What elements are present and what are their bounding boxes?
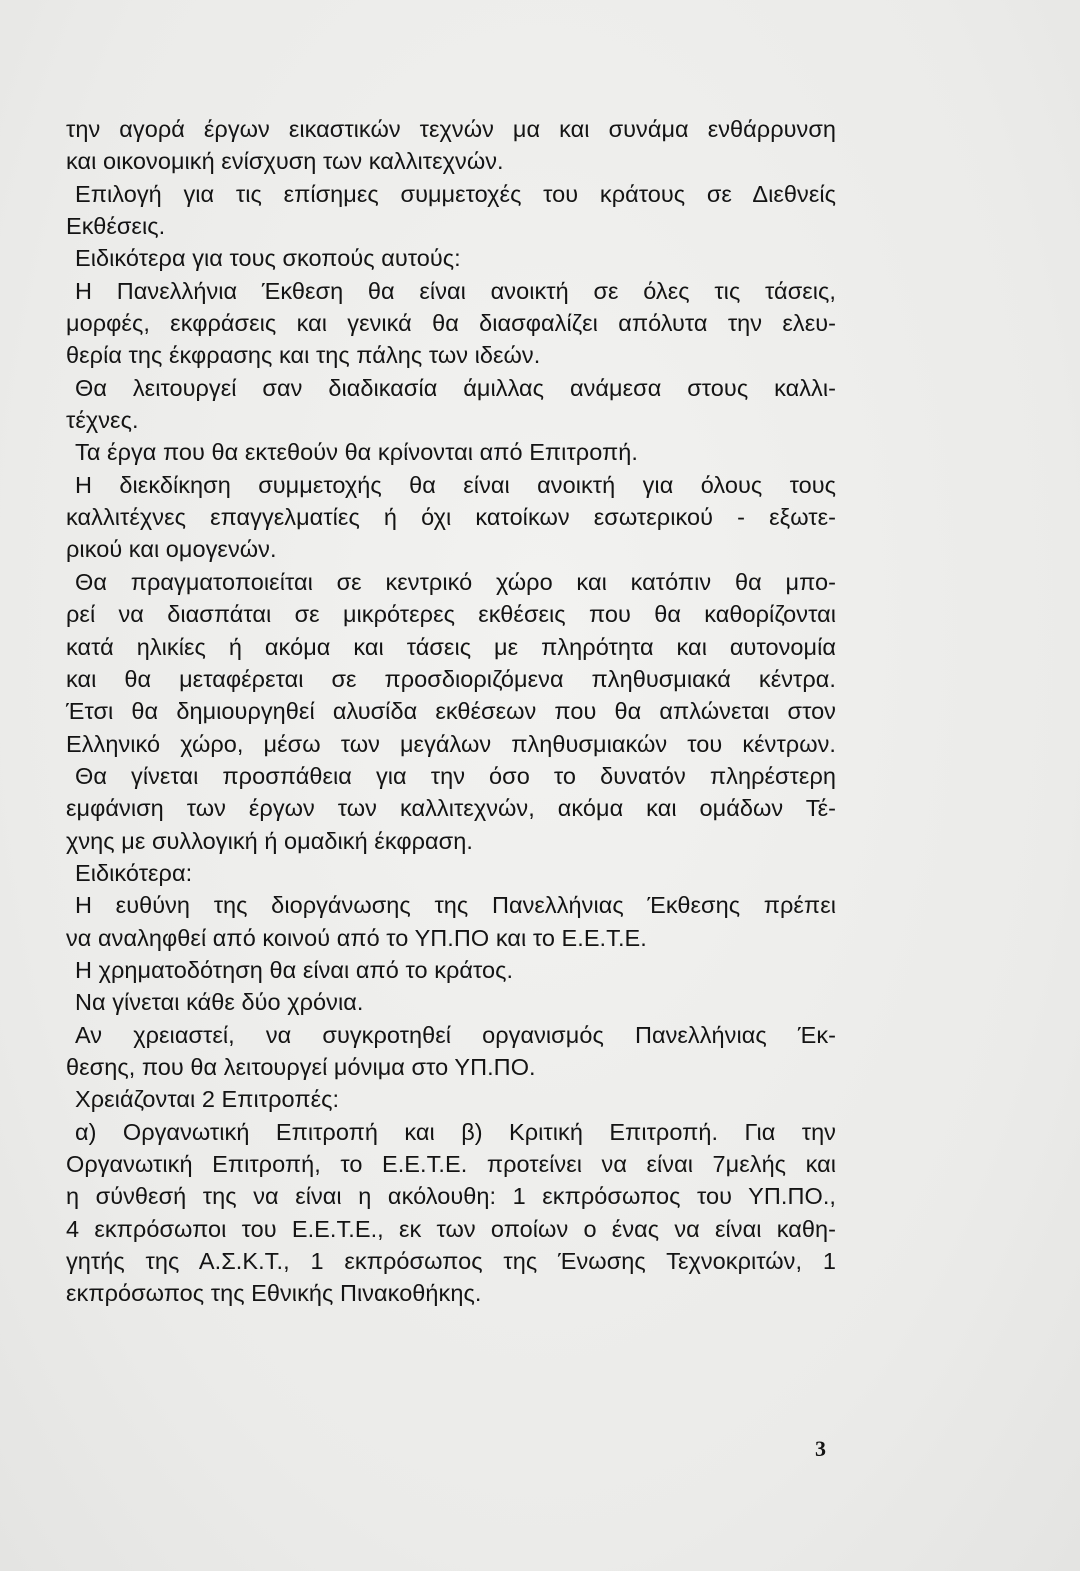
text-line: α) Οργανωτική Επιτροπή και β) Κριτική Επιτροπή. Για την	[75, 1118, 836, 1145]
text-line: θερία της έκφρασης και της πάλης των ιδεών.	[66, 342, 541, 369]
text-line: Η ευθύνη της διοργάνωσης της Πανελλήνιας Έκθεσης πρέπει	[75, 892, 836, 919]
text-line: Θα γίνεται προσπάθεια για την όσο το δυνατόν πληρέστερη	[75, 762, 836, 789]
text-line: Έτσι θα δημιουργηθεί αλυσίδα εκθέσεων που θα απλώνεται στον	[66, 698, 836, 725]
text-line: Η διεκδίκηση συμμετοχής θα είναι ανοικτή για όλους τους	[75, 471, 836, 498]
text-line: η σύνθεσή της να είναι η ακόλουθη: 1 εκπρόσωπος του ΥΠ.ΠΟ.,	[66, 1183, 836, 1210]
text-line: Ελληνικό χώρο, μέσω των μεγάλων πληθυσμιακών του κέντρων.	[66, 730, 836, 757]
text-line: Εκθέσεις.	[66, 213, 166, 240]
text-line: Τα έργα που θα εκτεθούν θα κρίνονται από Επιτροπή.	[75, 439, 638, 466]
text-line: Αν χρειαστεί, να συγκροτηθεί οργανισμός Πανελλήνιας Έκ-	[75, 1021, 836, 1048]
text-line: να αναληφθεί από κοινού από το ΥΠ.ΠΟ και το Ε.Ε.Τ.Ε.	[66, 924, 647, 951]
text-line: χνης με συλλογική ή ομαδική έκφραση.	[66, 827, 473, 854]
text-line: γητής της Α.Σ.Κ.Τ., 1 εκπρόσωπος της Ένωσης Τεχνοκριτών, 1	[66, 1248, 836, 1275]
body-text	[66, 113, 836, 1310]
text-line: θεσης, που θα λειτουργεί μόνιμα στο ΥΠ.ΠΟ.	[66, 1053, 536, 1080]
text-line: Οργανωτική Επιτροπή, το Ε.Ε.Τ.Ε. προτείνει να είναι 7μελής και	[66, 1151, 836, 1177]
text-line: Ειδικότερα:	[75, 859, 193, 886]
text-line: Η χρηματοδότηση θα είναι από το κράτος.	[75, 956, 514, 983]
text-line: Χρειάζονται 2 Επιτροπές:	[75, 1086, 340, 1113]
text-line: εκπρόσωπος της Εθνικής Πινακοθήκης.	[66, 1280, 482, 1307]
text-line: Ειδικότερα για τους σκοπούς αυτούς:	[75, 245, 461, 272]
text-line: Επιλογή για τις επίσημες συμμετοχές του κράτους σε Διεθνείς	[75, 180, 836, 207]
text-line: κατά ηλικίες ή ακόμα και τάσεις με πληρότητα και αυτονομία	[66, 633, 836, 660]
text-line: και οικονομική ενίσχυση των καλλιτεχνών.	[66, 148, 504, 175]
text-line: ρεί να διασπάται σε μικρότερες εκθέσεις που θα καθορίζονται	[66, 601, 836, 628]
text-line: καλλιτέχνες επαγγελματίες ή όχι κατοίκων εσωτερικού - εξωτε-	[66, 504, 836, 531]
text-line: και θα μεταφέρεται σε προσδιοριζόμενα πληθυσμιακά κέντρα.	[66, 665, 836, 692]
text-line: Η Πανελλήνια Έκθεση θα είναι ανοικτή σε όλες τις τάσεις,	[75, 277, 836, 304]
text-line: τέχνες.	[66, 407, 139, 434]
text-line: ρικού και ομογενών.	[66, 536, 277, 563]
text-line: εμφάνιση των έργων των καλλιτεχνών, ακόμα και ομάδων Τέ-	[66, 795, 836, 822]
text-line: Θα πραγματοποιείται σε κεντρικό χώρο και κατόπιν θα μπο-	[75, 568, 836, 595]
text-line: Να γίνεται κάθε δύο χρόνια.	[75, 989, 364, 1016]
text-line: μορφές, εκφράσεις και γενικά θα διασφαλίζει απόλυτα την ελευ-	[66, 310, 836, 337]
text-line: Θα λειτουργεί σαν διαδικασία άμιλλας ανάμεσα στους καλλι-	[75, 374, 836, 401]
page-number: 3	[815, 1436, 826, 1461]
text-line: την αγορά έργων εικαστικών τεχνών μα και συνάμα ενθάρρυνση	[66, 116, 836, 142]
text-line: 4 εκπρόσωποι του Ε.Ε.Τ.Ε., εκ των οποίων ο ένας να είναι καθη-	[66, 1215, 836, 1242]
